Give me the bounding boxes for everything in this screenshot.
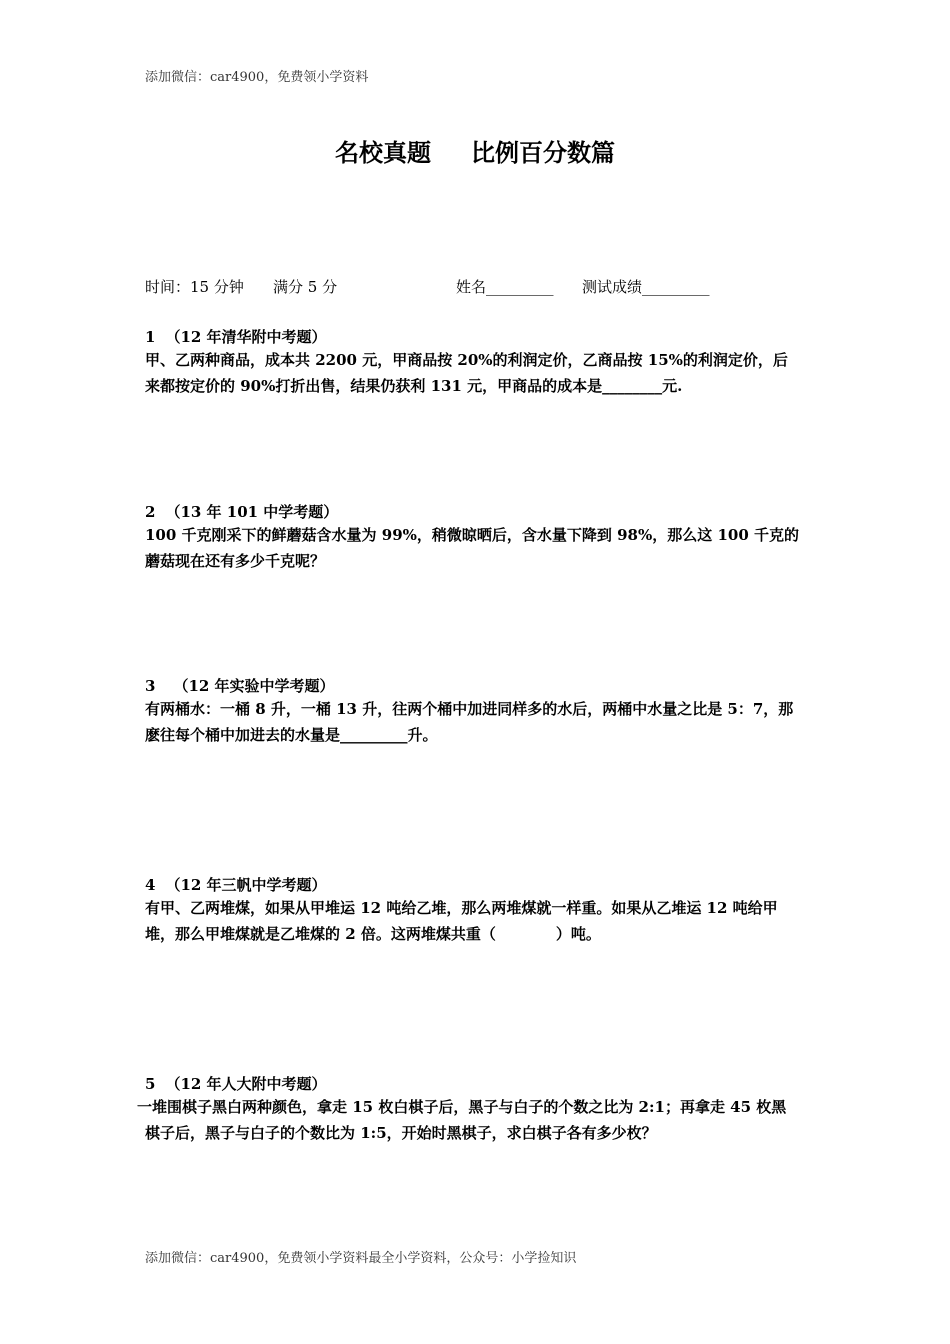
score-label: 满分 5 分 (273, 278, 338, 296)
question-1-header (145, 326, 327, 347)
question-5-body (137, 1094, 817, 1146)
question-number: 3 (145, 677, 156, 695)
question-line: 100 千克刚采下的鲜蘑菇含水量为 99%，稍微晾晒后，含水量下降到 98%，那么这 100 千克的 (145, 526, 799, 544)
question-2-body (145, 522, 815, 574)
question-1-body (145, 347, 815, 399)
footer-note: 添加微信：car4900，免费领小学资料最全小学资料，公众号：小学捡知识 (145, 1251, 577, 1266)
question-line: 有两桶水：一桶 8 升，一桶 13 升，往两个桶中加进同样多的水后，两桶中水量之比是 5：7，那 (145, 700, 794, 718)
question-number: 2 (145, 503, 156, 521)
question-line: 麽往每个桶中加进去的水量是_________升。 (145, 726, 438, 744)
result-field: 测试成绩_________ (582, 278, 710, 296)
question-number: 1 (145, 328, 156, 346)
question-source: （12 年三帆中学考题） (165, 876, 327, 894)
header-note: 添加微信：car4900，免费领小学资料 (145, 70, 369, 85)
question-source: （13 年 101 中学考题） (165, 503, 339, 521)
title-part-1: 名校真题 (335, 139, 431, 167)
question-line: 堆，那么甲堆煤就是乙堆煤的 2 倍。这两堆煤共重（ ）吨。 (145, 925, 601, 943)
name-field: 姓名_________ (456, 278, 554, 296)
time-label: 时间：15 分钟 (145, 278, 244, 296)
question-line: 棋子后，黑子与白子的个数比为 1:5，开始时黑棋子，求白棋子各有多少枚？ (145, 1124, 657, 1142)
question-3-body (145, 696, 815, 748)
question-line: 一堆围棋子黑白两种颜色，拿走 15 枚白棋子后，黑子与白子的个数之比为 2:1；再拿走 45 枚黑 (137, 1098, 787, 1116)
question-line: 蘑菇现在还有多少千克呢？ (145, 552, 326, 570)
question-2-header (145, 501, 338, 522)
question-line: 甲、乙两种商品，成本共 2200 元，甲商品按 20%的利润定价，乙商品按 15%的利润定价，后 (145, 351, 788, 369)
question-line: 来都按定价的 90%打折出售，结果仍获利 131 元，甲商品的成本是________元. (145, 377, 683, 395)
question-4-header (145, 874, 327, 895)
question-source: （12 年人大附中考题） (165, 1075, 327, 1093)
page-title (0, 133, 950, 168)
question-3-header (145, 675, 335, 696)
question-number: 5 (145, 1075, 156, 1093)
question-5-header (145, 1073, 327, 1094)
title-part-2: 比例百分数篇 (471, 139, 615, 167)
question-4-body (145, 895, 815, 947)
question-source: （12 年实验中学考题） (173, 677, 335, 695)
question-source: （12 年清华附中考题） (165, 328, 327, 346)
question-number: 4 (145, 876, 156, 894)
question-line: 有甲、乙两堆煤，如果从甲堆运 12 吨给乙堆，那么两堆煤就一样重。如果从乙堆运 12 吨给甲 (145, 899, 778, 917)
